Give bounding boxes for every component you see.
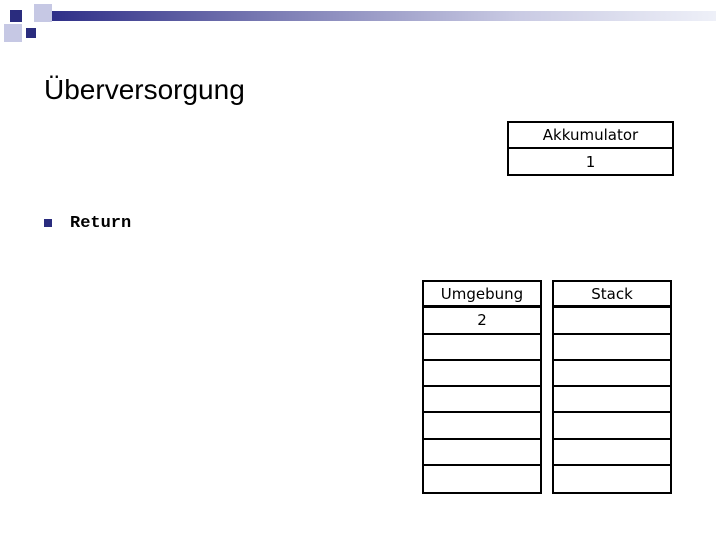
stack-cell	[554, 440, 670, 466]
accumulator-header: Akkumulator	[509, 123, 672, 149]
environment-cell	[424, 335, 540, 361]
stack-cell	[554, 308, 670, 334]
decor-gradient-bar	[52, 11, 716, 21]
environment-cell: 2	[424, 308, 540, 334]
square-bullet-icon	[44, 219, 52, 227]
environment-header: Umgebung	[424, 282, 540, 308]
decor-square-dark	[26, 28, 36, 38]
environment-cell	[424, 387, 540, 413]
stack-cell	[554, 387, 670, 413]
accumulator-box	[507, 121, 674, 176]
decor-square-light	[34, 4, 52, 22]
stack-header: Stack	[554, 282, 670, 308]
environment-cell	[424, 413, 540, 439]
bullet-item	[44, 212, 131, 234]
bullet-text: Return	[70, 213, 132, 233]
stack-cell	[554, 361, 670, 387]
environment-cell	[424, 361, 540, 387]
decor-square-dark	[10, 10, 22, 22]
environment-column	[422, 280, 542, 494]
accumulator-value: 1	[585, 152, 596, 171]
title-banner	[0, 0, 720, 50]
decor-square-light	[4, 24, 22, 42]
environment-cell	[424, 466, 540, 492]
stack-column	[552, 280, 672, 494]
stack-cell	[554, 466, 670, 492]
stack-cell	[554, 413, 670, 439]
environment-cell	[424, 440, 540, 466]
stack-cell	[554, 335, 670, 361]
slide-title: Überversorgung	[44, 74, 245, 105]
